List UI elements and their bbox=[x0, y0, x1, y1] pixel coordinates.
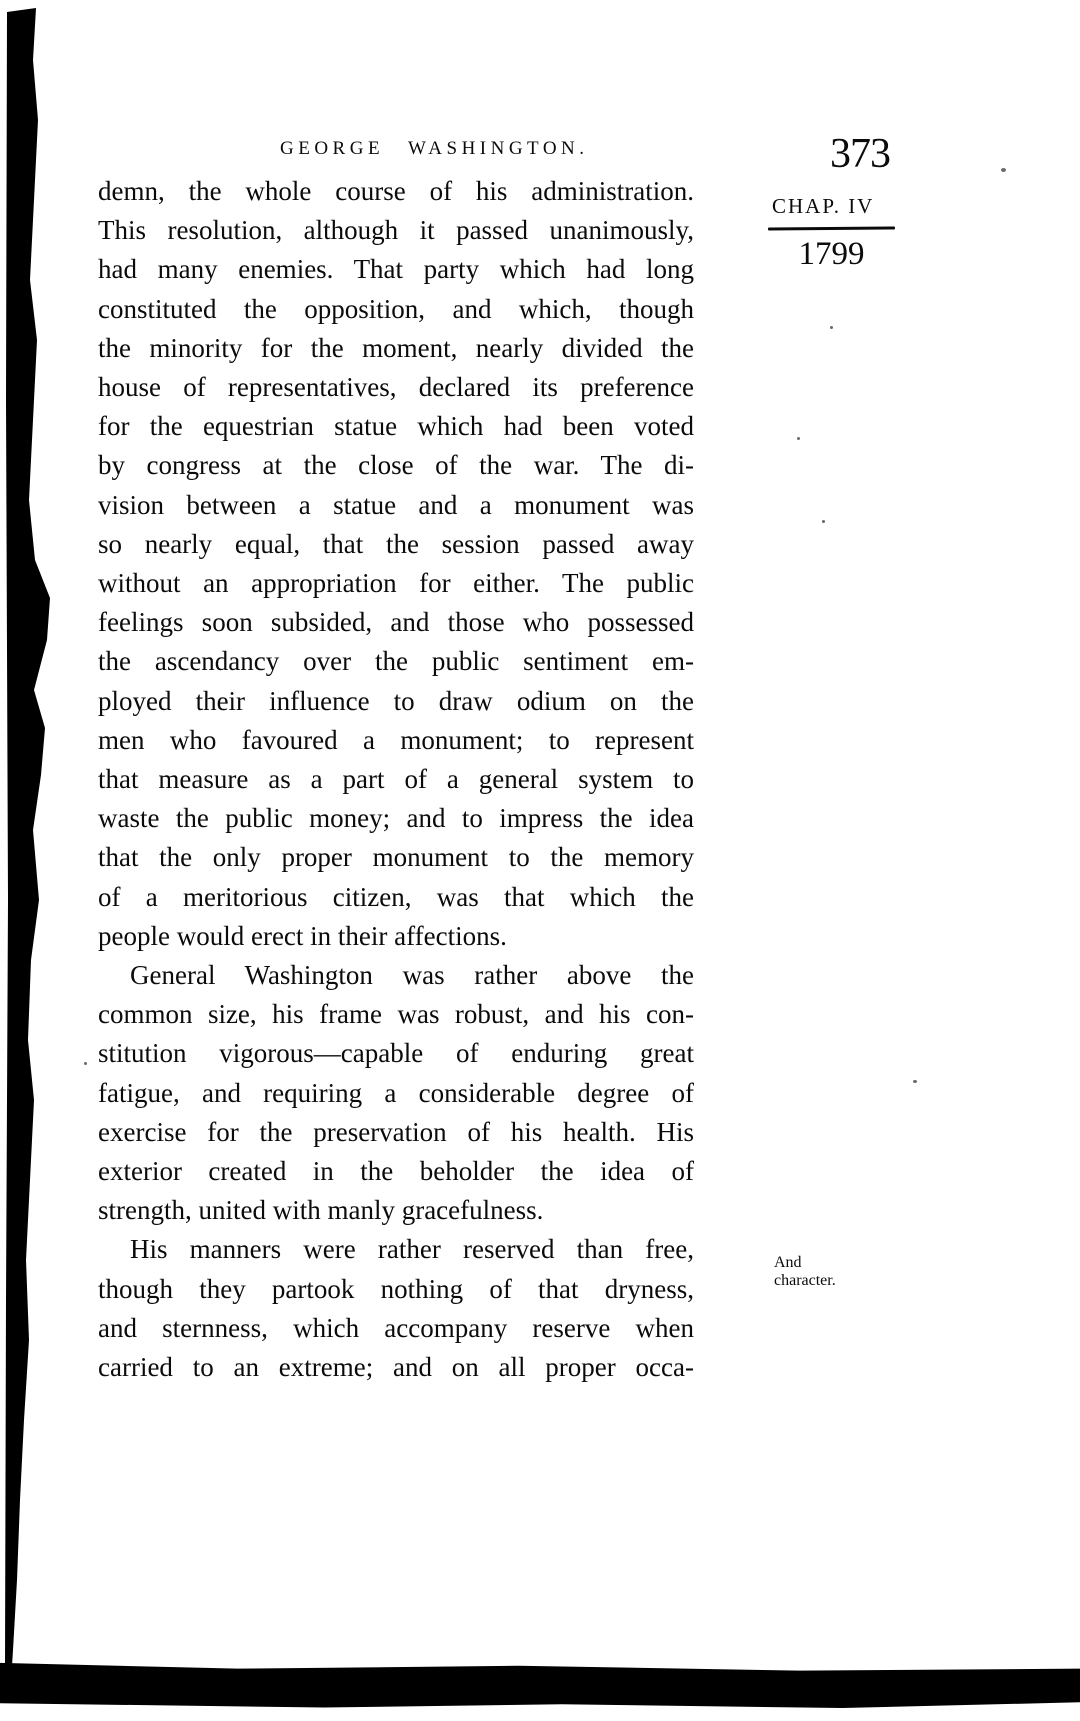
text-line: stitution vigorous—capable of enduring great bbox=[98, 1038, 694, 1069]
scan-gutter-band bbox=[0, 0, 70, 1721]
text-line: constituted the opposition, and which, though bbox=[98, 293, 694, 324]
text-line: had many enemies. That party which had long bbox=[98, 254, 694, 285]
text-line: without an appropriation for either. The public bbox=[98, 568, 694, 599]
text-line: people would erect in their affections. bbox=[98, 920, 507, 951]
text-line: common size, his frame was robust, and his con- bbox=[98, 999, 694, 1030]
ink-speck bbox=[797, 437, 800, 440]
text-line: feelings soon subsided, and those who possessed bbox=[98, 607, 694, 638]
text-line: that measure as a part of a general system to bbox=[98, 764, 694, 795]
text-line: vision between a statue and a monument was bbox=[98, 489, 694, 520]
text-line: so nearly equal, that the session passed away bbox=[98, 528, 694, 559]
page-number: 373 bbox=[830, 131, 890, 177]
text-line: though they partook nothing of that dryness, bbox=[98, 1273, 694, 1304]
text-line: and sternness, which accompany reserve when bbox=[98, 1312, 694, 1343]
text-line: by congress at the close of the war. The di- bbox=[98, 450, 694, 481]
text-line: men who favoured a monument; to represent bbox=[98, 724, 694, 755]
margin-chapter-label: CHAP. IV bbox=[772, 194, 875, 218]
text-line: fatigue, and requiring a considerable degree of bbox=[98, 1077, 694, 1108]
text-line: This resolution, although it passed unanimously, bbox=[98, 215, 694, 246]
text-line: of a meritorious citizen, was that which the bbox=[98, 881, 694, 912]
text-line: the ascendancy over the public sentiment em- bbox=[98, 646, 694, 677]
text-line: exterior created in the beholder the idea of bbox=[98, 1156, 694, 1187]
text-line: carried to an extreme; and on all proper occa- bbox=[98, 1352, 694, 1383]
text-line: the minority for the moment, nearly divided the bbox=[98, 332, 694, 363]
ink-speck bbox=[830, 326, 833, 329]
running-header: GEORGE WASHINGTON. bbox=[280, 138, 589, 159]
text-line: strength, united with manly gracefulness. bbox=[98, 1195, 544, 1226]
scan-bottom-band bbox=[0, 1661, 1080, 1709]
margin-side-note: And character. bbox=[774, 1254, 836, 1289]
body-text bbox=[98, 172, 694, 1387]
text-line: house of representatives, declared its preference bbox=[98, 372, 694, 403]
text-line: that the only proper monument to the memory bbox=[98, 842, 694, 873]
margin-year-label: 1799 bbox=[798, 236, 865, 272]
text-line: General Washington was rather above the bbox=[130, 960, 694, 991]
margin-rule bbox=[768, 226, 895, 230]
ink-speck bbox=[84, 1062, 87, 1065]
ink-speck bbox=[822, 520, 825, 523]
text-line: ployed their influence to draw odium on the bbox=[98, 685, 694, 716]
text-line: His manners were rather reserved than free, bbox=[130, 1234, 694, 1265]
text-line: waste the public money; and to impress the idea bbox=[98, 803, 694, 834]
text-line: exercise for the preservation of his health. His bbox=[98, 1116, 694, 1147]
ink-speck bbox=[1001, 168, 1006, 172]
ink-speck bbox=[913, 1080, 917, 1083]
text-line: for the equestrian statue which had been voted bbox=[98, 411, 694, 442]
text-line: demn, the whole course of his administration. bbox=[98, 176, 694, 206]
